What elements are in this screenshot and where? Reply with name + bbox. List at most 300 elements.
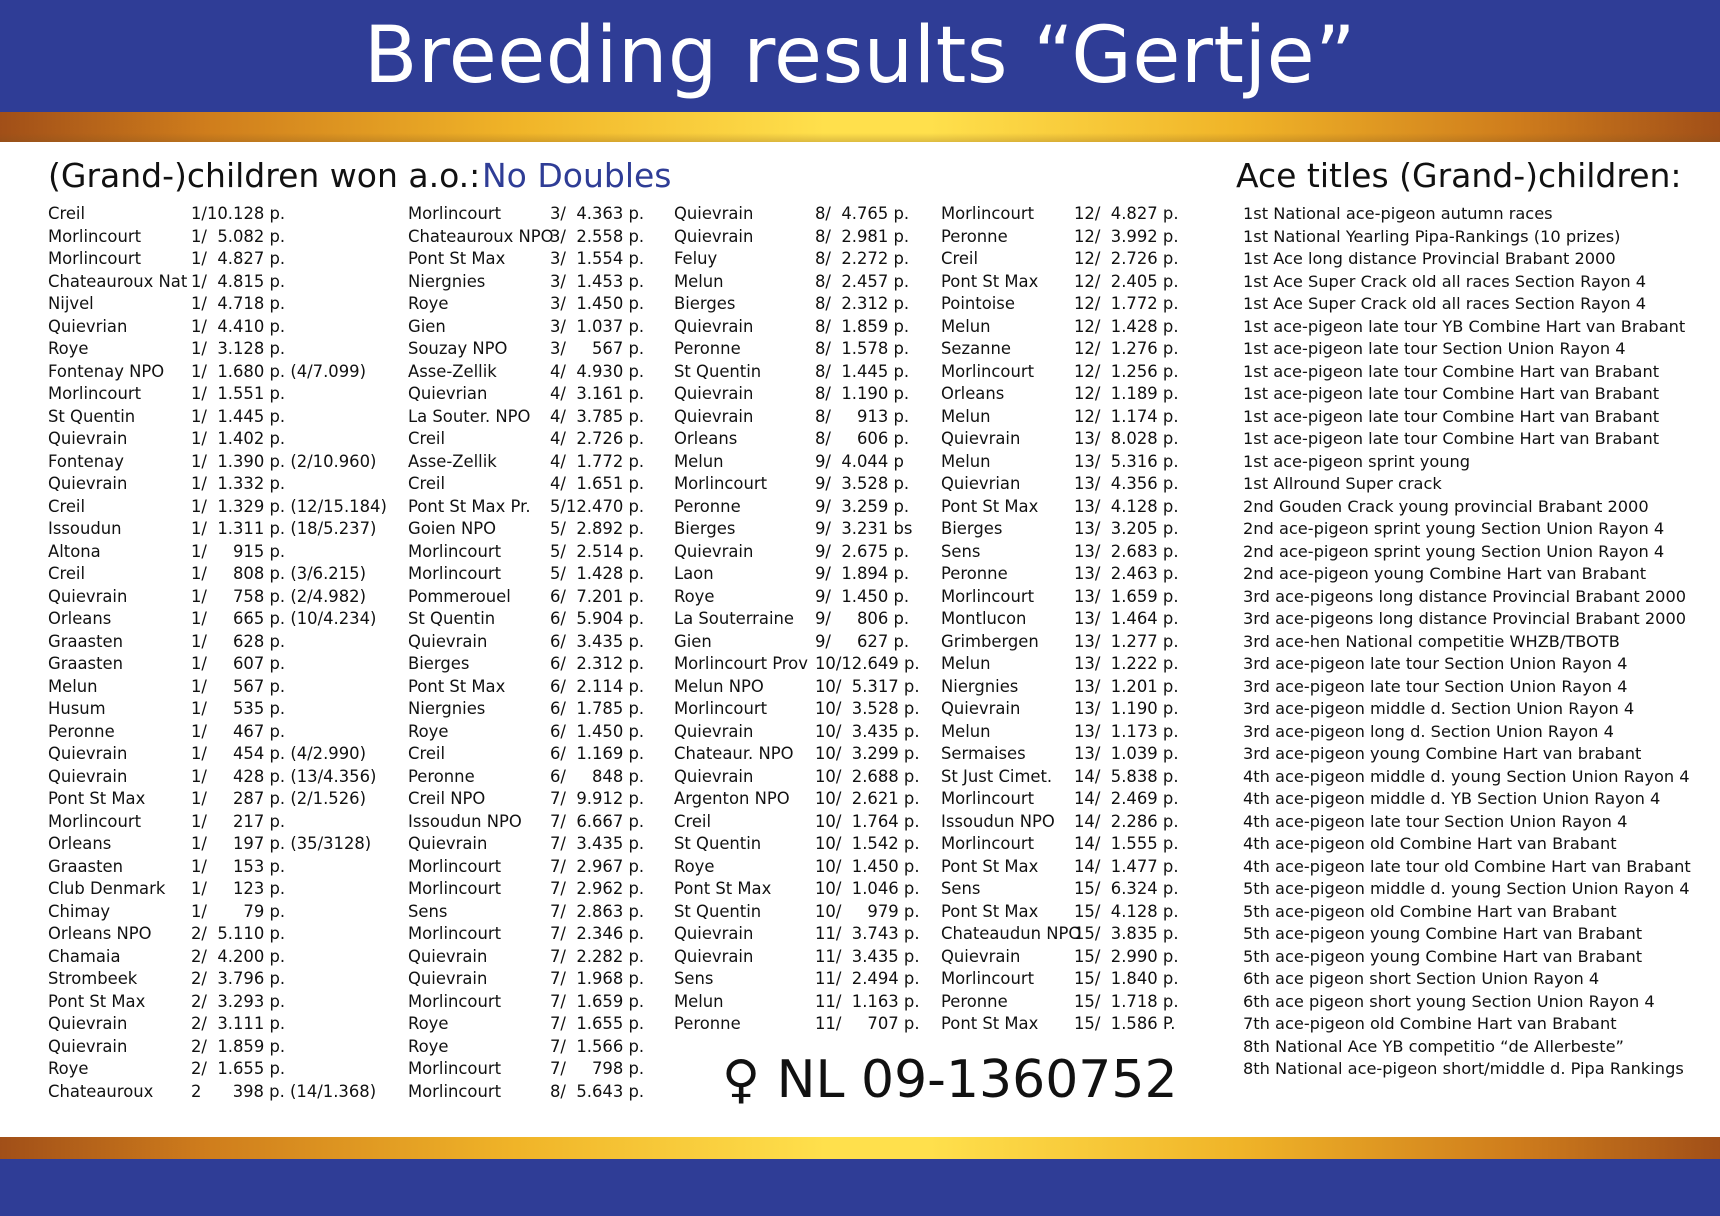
race-location: Strombeek bbox=[48, 969, 138, 988]
race-location: Morlincourt bbox=[48, 249, 141, 268]
race-location: Quievrain bbox=[674, 541, 754, 561]
race-location: Morlincourt bbox=[941, 204, 1034, 223]
race-location: Roye bbox=[408, 1036, 449, 1056]
race-location: Quievrain bbox=[48, 766, 128, 786]
race-result: 1/ 1.402 p. bbox=[191, 429, 286, 448]
race-result: 10/ 1.046 p. bbox=[815, 879, 920, 898]
ace-title-item: 2nd Gouden Crack young provincial Brabant 2000 bbox=[1243, 496, 1649, 516]
race-result: 13/ 5.316 p. bbox=[1074, 451, 1179, 471]
race-location: Peronne bbox=[408, 766, 475, 786]
race-location: Orleans bbox=[48, 609, 112, 628]
race-location: Issoudun NPO bbox=[941, 811, 1055, 831]
footer-banner bbox=[0, 1159, 1720, 1216]
result-row bbox=[408, 721, 670, 744]
ace-title-item: 1st ace-pigeon late tour Section Union Rayon 4 bbox=[1243, 339, 1626, 358]
ace-title-item: 5th ace-pigeon old Combine Hart van Brabant bbox=[1243, 901, 1617, 921]
result-row bbox=[408, 1058, 670, 1081]
race-location: Melun NPO bbox=[674, 676, 764, 696]
results-column-1 bbox=[48, 203, 388, 1103]
race-location: Quievrian bbox=[48, 316, 128, 336]
race-result: 13/ 1.190 p. bbox=[1074, 699, 1179, 718]
result-row bbox=[674, 361, 936, 384]
results-column-4 bbox=[941, 203, 1201, 1036]
ace-title-item: 1st ace-pigeon late tour Combine Hart van Brabant bbox=[1243, 406, 1660, 426]
race-location: Montlucon bbox=[941, 609, 1027, 628]
race-result: 1/ 153 p. bbox=[191, 856, 286, 876]
race-location: Creil bbox=[408, 474, 446, 493]
race-result: 9/ 3.259 p. bbox=[815, 496, 910, 516]
race-location: Quievrain bbox=[674, 406, 754, 426]
title-banner bbox=[0, 0, 1720, 112]
race-location: Quievrain bbox=[48, 586, 128, 606]
race-location: Peronne bbox=[941, 991, 1008, 1011]
race-location: Pointoise bbox=[941, 294, 1015, 313]
result-row bbox=[674, 428, 936, 451]
ace-title-item: 7th ace-pigeon old Combine Hart van Brabant bbox=[1243, 1014, 1617, 1033]
race-result: 10/ 979 p. bbox=[815, 901, 920, 921]
result-row bbox=[408, 451, 670, 474]
ace-title-item: 5th ace-pigeon young Combine Hart van Brabant bbox=[1243, 924, 1643, 943]
race-location: St Quentin bbox=[674, 901, 762, 921]
race-location: Chateauroux bbox=[48, 1081, 154, 1101]
race-location: Husum bbox=[48, 699, 106, 718]
race-result: 3/ 1.453 p. bbox=[550, 271, 645, 291]
race-location: Bierges bbox=[674, 294, 736, 313]
race-location: Sermaises bbox=[941, 744, 1026, 763]
race-result: 9/ 3.231 bs bbox=[815, 519, 913, 538]
race-location: Morlincourt bbox=[408, 204, 501, 223]
race-location: Roye bbox=[674, 586, 715, 606]
result-row bbox=[408, 563, 670, 586]
result-row bbox=[674, 721, 936, 744]
ace-title-item: 8th National ace-pigeon short/middle d. Pipa Rankings bbox=[1243, 1059, 1684, 1078]
race-result: 1/ 1.390 p. (2/10.960) bbox=[191, 451, 377, 471]
race-location: Pont St Max Pr. bbox=[408, 496, 531, 516]
race-result: 9/ 2.675 p. bbox=[815, 541, 910, 561]
race-result: 12/ 4.827 p. bbox=[1074, 204, 1179, 223]
race-result: 1/ 467 p. bbox=[191, 721, 286, 741]
result-row bbox=[408, 991, 670, 1014]
race-result: 13/ 1.277 p. bbox=[1074, 631, 1179, 651]
race-result: 12/ 1.772 p. bbox=[1074, 294, 1179, 313]
result-row bbox=[48, 316, 388, 339]
result-row bbox=[48, 856, 388, 879]
race-result: 10/ 1.450 p. bbox=[815, 856, 920, 876]
gold-stripe-top bbox=[0, 112, 1720, 142]
race-result: 2/ 3.293 p. bbox=[191, 991, 286, 1011]
result-row bbox=[48, 721, 388, 744]
race-location: La Souterraine bbox=[674, 609, 794, 628]
race-result: 7/ 1.659 p. bbox=[550, 991, 645, 1011]
result-row bbox=[674, 631, 936, 654]
race-location: Morlincourt bbox=[408, 879, 501, 898]
race-location: Morlincourt bbox=[941, 361, 1034, 381]
result-row bbox=[941, 271, 1201, 294]
result-row bbox=[941, 428, 1201, 451]
race-location: Quievrain bbox=[674, 766, 754, 786]
result-row bbox=[408, 518, 670, 541]
result-row bbox=[941, 698, 1201, 721]
result-row bbox=[48, 653, 388, 676]
race-location: Quievrain bbox=[48, 1036, 128, 1056]
ace-title-item: 4th ace-pigeon middle d. YB Section Union Rayon 4 bbox=[1243, 789, 1661, 808]
result-row bbox=[674, 856, 936, 879]
result-row bbox=[48, 271, 388, 294]
race-location: Pommerouel bbox=[408, 586, 511, 606]
race-location: St Quentin bbox=[674, 834, 762, 853]
result-row bbox=[941, 473, 1201, 496]
result-row bbox=[408, 968, 670, 991]
result-row bbox=[941, 203, 1201, 226]
ace-title-item: 1st ace-pigeon late tour Combine Hart van Brabant bbox=[1243, 361, 1660, 381]
ace-title-item: 1st National Yearling Pipa-Rankings (10 prizes) bbox=[1243, 226, 1621, 246]
race-result: 3/ 1.450 p. bbox=[550, 294, 645, 313]
race-result: 13/ 1.039 p. bbox=[1074, 744, 1179, 763]
race-result: 1/ 628 p. bbox=[191, 631, 286, 651]
race-location: Orleans bbox=[48, 834, 112, 853]
race-result: 8/ 1.578 p. bbox=[815, 339, 910, 358]
result-row bbox=[48, 676, 388, 699]
result-row bbox=[48, 788, 388, 811]
race-location: Morlincourt bbox=[408, 1059, 501, 1078]
result-row bbox=[48, 1013, 388, 1036]
race-location: Fontenay bbox=[48, 451, 124, 471]
race-location: Melun bbox=[941, 721, 991, 741]
result-row bbox=[941, 1013, 1201, 1036]
ace-title-item: 1st National ace-pigeon autumn races bbox=[1243, 204, 1553, 223]
race-result: 12/ 3.992 p. bbox=[1074, 226, 1179, 246]
race-result: 10/ 3.299 p. bbox=[815, 744, 920, 763]
race-location: Morlincourt bbox=[941, 834, 1034, 853]
race-result: 2 398 p. (14/1.368) bbox=[191, 1081, 377, 1101]
race-location: Gien bbox=[674, 631, 712, 651]
result-row bbox=[941, 496, 1201, 519]
result-row bbox=[941, 743, 1201, 766]
ace-titles-heading: Ace titles (Grand-)children: bbox=[1236, 156, 1682, 195]
no-doubles-label: No Doubles bbox=[482, 156, 672, 195]
race-result: 7/ 1.655 p. bbox=[550, 1014, 645, 1033]
result-row bbox=[941, 586, 1201, 609]
race-result: 8/ 1.190 p. bbox=[815, 384, 910, 403]
result-row bbox=[408, 788, 670, 811]
race-location: Peronne bbox=[674, 496, 741, 516]
race-result: 13/ 1.222 p. bbox=[1074, 654, 1179, 673]
race-result: 2/ 1.655 p. bbox=[191, 1059, 286, 1078]
result-row bbox=[408, 631, 670, 654]
race-location: Niergnies bbox=[408, 699, 486, 718]
race-location: Quievrain bbox=[674, 204, 754, 223]
result-row bbox=[941, 563, 1201, 586]
result-row bbox=[408, 698, 670, 721]
race-result: 2/ 4.200 p. bbox=[191, 946, 286, 966]
race-result: 15/ 2.990 p. bbox=[1074, 946, 1179, 966]
race-result: 15/ 3.835 p. bbox=[1074, 924, 1179, 943]
race-location: Creil bbox=[408, 744, 446, 763]
result-row bbox=[674, 226, 936, 249]
result-row bbox=[674, 698, 936, 721]
result-row bbox=[48, 203, 388, 226]
race-result: 7/ 2.967 p. bbox=[550, 856, 645, 876]
result-row bbox=[941, 811, 1201, 834]
race-location: Morlincourt Prov bbox=[674, 654, 808, 673]
result-row bbox=[48, 991, 388, 1014]
result-row bbox=[941, 541, 1201, 564]
result-row bbox=[674, 743, 936, 766]
race-result: 7/ 6.667 p. bbox=[550, 811, 645, 831]
race-location: Pont St Max bbox=[941, 271, 1039, 291]
result-row bbox=[408, 1081, 670, 1104]
race-location: Peronne bbox=[674, 1014, 741, 1033]
race-location: Sezanne bbox=[941, 339, 1011, 358]
race-result: 7/ 1.566 p. bbox=[550, 1036, 645, 1056]
result-row bbox=[941, 383, 1201, 406]
race-location: Quievrain bbox=[674, 226, 754, 246]
race-result: 1/ 1.680 p. (4/7.099) bbox=[191, 361, 366, 381]
result-row bbox=[408, 653, 670, 676]
result-row bbox=[941, 631, 1201, 654]
race-result: 6/ 1.169 p. bbox=[550, 744, 645, 763]
race-result: 1/ 808 p. (3/6.215) bbox=[191, 564, 366, 583]
ace-titles-list bbox=[1243, 203, 1713, 1081]
race-location: St Just Cimet. bbox=[941, 766, 1053, 786]
race-result: 10/ 2.621 p. bbox=[815, 789, 920, 808]
race-result: 1/ 535 p. bbox=[191, 699, 286, 718]
result-row bbox=[941, 293, 1201, 316]
race-location: Souzay NPO bbox=[408, 339, 508, 358]
result-row bbox=[674, 518, 936, 541]
race-location: Creil bbox=[48, 496, 86, 516]
result-row bbox=[674, 248, 936, 271]
ace-title-item: 1st Ace Super Crack old all races Section Rayon 4 bbox=[1243, 271, 1647, 291]
result-row bbox=[674, 923, 936, 946]
result-row bbox=[408, 226, 670, 249]
race-result: 9/ 3.528 p. bbox=[815, 474, 910, 493]
race-location: St Quentin bbox=[408, 609, 496, 628]
race-location: Peronne bbox=[941, 564, 1008, 583]
page-title: Breeding results “Gertje” bbox=[363, 11, 1357, 101]
result-row bbox=[48, 946, 388, 969]
race-location: Sens bbox=[941, 879, 981, 898]
race-result: 5/ 1.428 p. bbox=[550, 564, 645, 583]
race-location: Roye bbox=[408, 1014, 449, 1033]
race-location: Quievrain bbox=[48, 474, 128, 493]
race-location: Sens bbox=[674, 969, 714, 988]
race-result: 4/ 3.161 p. bbox=[550, 384, 645, 403]
ace-title-item: 6th ace pigeon short Section Union Rayon 4 bbox=[1243, 969, 1600, 988]
result-row bbox=[408, 901, 670, 924]
race-result: 12/ 1.189 p. bbox=[1074, 384, 1179, 403]
result-row bbox=[674, 766, 936, 789]
ace-title-item: 2nd ace-pigeon young Combine Hart van Brabant bbox=[1243, 564, 1647, 583]
result-row bbox=[408, 473, 670, 496]
race-result: 1/ 3.128 p. bbox=[191, 339, 286, 358]
race-result: 13/ 1.173 p. bbox=[1074, 721, 1179, 741]
ace-title-item: 1st ace-pigeon late tour Combine Hart van Brabant bbox=[1243, 384, 1660, 403]
race-result: 12/ 2.405 p. bbox=[1074, 271, 1179, 291]
race-location: Morlincourt bbox=[941, 789, 1034, 808]
result-row bbox=[941, 968, 1201, 991]
race-result: 1/ 915 p. bbox=[191, 541, 286, 561]
race-result: 13/ 2.463 p. bbox=[1074, 564, 1179, 583]
result-row bbox=[48, 968, 388, 991]
ace-title-item: 5th ace-pigeon middle d. young Section Union Rayon 4 bbox=[1243, 879, 1690, 898]
race-location: Morlincourt bbox=[48, 811, 141, 831]
race-location: Issoudun NPO bbox=[408, 811, 522, 831]
result-row bbox=[674, 676, 936, 699]
race-result: 5/ 2.514 p. bbox=[550, 541, 645, 561]
race-result: 14/ 2.469 p. bbox=[1074, 789, 1179, 808]
race-location: Pont St Max bbox=[48, 789, 146, 808]
result-row bbox=[408, 316, 670, 339]
race-location: Feluy bbox=[674, 249, 718, 268]
race-result: 9/ 627 p. bbox=[815, 631, 910, 651]
race-result: 5/12.470 p. bbox=[550, 496, 645, 516]
result-row bbox=[674, 406, 936, 429]
result-row bbox=[48, 383, 388, 406]
race-location: Roye bbox=[674, 856, 715, 876]
race-result: 3/ 2.558 p. bbox=[550, 226, 645, 246]
race-result: 3/ 567 p. bbox=[550, 339, 645, 358]
result-row bbox=[674, 608, 936, 631]
result-row bbox=[408, 743, 670, 766]
race-result: 9/ 1.894 p. bbox=[815, 564, 910, 583]
result-row bbox=[674, 451, 936, 474]
ace-title-item: 3rd ace-pigeon late tour Section Union Rayon 4 bbox=[1243, 654, 1628, 673]
race-location: Quievrain bbox=[408, 969, 488, 988]
result-row bbox=[941, 316, 1201, 339]
result-row bbox=[48, 293, 388, 316]
race-result: 3/ 1.554 p. bbox=[550, 249, 645, 268]
race-result: 8/ 5.643 p. bbox=[550, 1081, 645, 1101]
race-location: Asse-Zellik bbox=[408, 451, 497, 471]
race-location: Sens bbox=[408, 901, 448, 921]
result-row bbox=[941, 653, 1201, 676]
race-result: 2/ 5.110 p. bbox=[191, 924, 286, 943]
race-result: 6/ 1.785 p. bbox=[550, 699, 645, 718]
race-result: 13/ 1.659 p. bbox=[1074, 586, 1179, 606]
result-row bbox=[674, 316, 936, 339]
race-location: Creil bbox=[48, 204, 86, 223]
race-location: Morlincourt bbox=[48, 226, 141, 246]
ace-title-item: 3rd ace-pigeon middle d. Section Union Rayon 4 bbox=[1243, 699, 1635, 718]
result-row bbox=[48, 473, 388, 496]
race-location: Chateaudun NPO bbox=[941, 924, 1082, 943]
result-row bbox=[674, 338, 936, 361]
race-result: 8/ 1.859 p. bbox=[815, 316, 910, 336]
race-result: 1/ 197 p. (35/3128) bbox=[191, 834, 372, 853]
race-location: Quievrain bbox=[408, 631, 488, 651]
race-location: Morlincourt bbox=[674, 474, 767, 493]
race-location: Pont St Max bbox=[408, 249, 506, 268]
race-location: Chateauroux Nat bbox=[48, 271, 188, 291]
race-result: 8/ 2.457 p. bbox=[815, 271, 910, 291]
race-result: 7/ 1.968 p. bbox=[550, 969, 645, 988]
result-row bbox=[674, 1013, 936, 1036]
race-location: Quievrain bbox=[941, 429, 1021, 448]
race-location: Chateaur. NPO bbox=[674, 744, 794, 763]
race-location: Sens bbox=[941, 541, 981, 561]
result-row bbox=[941, 788, 1201, 811]
race-location: Graasten bbox=[48, 856, 123, 876]
race-location: Morlincourt bbox=[408, 924, 501, 943]
race-result: 4/ 1.651 p. bbox=[550, 474, 645, 493]
race-result: 1/ 4.718 p. bbox=[191, 294, 286, 313]
result-row bbox=[48, 833, 388, 856]
race-location: Orleans NPO bbox=[48, 924, 152, 943]
race-location: Melun bbox=[941, 451, 991, 471]
ace-title-item: 3rd ace-pigeon young Combine Hart van brabant bbox=[1243, 744, 1642, 763]
race-result: 10/ 1.542 p. bbox=[815, 834, 920, 853]
race-location: Orleans bbox=[674, 429, 738, 448]
result-row bbox=[941, 901, 1201, 924]
result-row bbox=[48, 338, 388, 361]
race-result: 7/ 798 p. bbox=[550, 1059, 645, 1078]
race-result: 13/ 4.128 p. bbox=[1074, 496, 1179, 516]
race-location: Creil NPO bbox=[408, 789, 486, 808]
race-result: 1/ 1.329 p. (12/15.184) bbox=[191, 496, 387, 516]
race-result: 14/ 1.477 p. bbox=[1074, 856, 1179, 876]
race-result: 6/ 1.450 p. bbox=[550, 721, 645, 741]
result-row bbox=[674, 496, 936, 519]
race-result: 4/ 1.772 p. bbox=[550, 451, 645, 471]
result-row bbox=[408, 541, 670, 564]
result-row bbox=[48, 518, 388, 541]
race-result: 10/ 2.688 p. bbox=[815, 766, 920, 786]
race-result: 1/ 123 p. bbox=[191, 879, 286, 898]
race-result: 12/ 1.174 p. bbox=[1074, 406, 1179, 426]
result-row bbox=[48, 631, 388, 654]
race-location: Niergnies bbox=[941, 676, 1019, 696]
race-result: 2/ 3.796 p. bbox=[191, 969, 286, 988]
race-location: Issoudun bbox=[48, 519, 122, 538]
result-row bbox=[674, 293, 936, 316]
race-result: 1/10.128 p. bbox=[191, 204, 286, 223]
result-row bbox=[941, 338, 1201, 361]
ace-title-item: 1st Allround Super crack bbox=[1243, 474, 1442, 493]
race-result: 1/ 4.815 p. bbox=[191, 271, 286, 291]
race-result: 6/ 5.904 p. bbox=[550, 609, 645, 628]
race-result: 12/ 1.256 p. bbox=[1074, 361, 1179, 381]
ace-title-item: 5th ace-pigeon young Combine Hart van Brabant bbox=[1243, 946, 1643, 966]
result-row bbox=[941, 946, 1201, 969]
race-location: Quievrain bbox=[674, 721, 754, 741]
race-result: 12/ 1.276 p. bbox=[1074, 339, 1179, 358]
race-location: Niergnies bbox=[408, 271, 486, 291]
result-row bbox=[941, 248, 1201, 271]
race-location: Creil bbox=[408, 429, 446, 448]
result-row bbox=[48, 226, 388, 249]
race-location: Roye bbox=[408, 294, 449, 313]
race-location: Quievrain bbox=[48, 744, 128, 763]
race-result: 7/ 2.863 p. bbox=[550, 901, 645, 921]
result-row bbox=[408, 293, 670, 316]
result-row bbox=[941, 856, 1201, 879]
result-row bbox=[408, 496, 670, 519]
race-result: 15/ 1.718 p. bbox=[1074, 991, 1179, 1011]
result-row bbox=[48, 766, 388, 789]
race-result: 14/ 1.555 p. bbox=[1074, 834, 1179, 853]
race-location: Goien NPO bbox=[408, 519, 497, 538]
race-location: Laon bbox=[674, 564, 714, 583]
result-row bbox=[941, 721, 1201, 744]
gold-stripe-bottom bbox=[0, 1137, 1720, 1159]
race-result: 1/ 567 p. bbox=[191, 676, 286, 696]
race-result: 8/ 913 p. bbox=[815, 406, 910, 426]
race-result: 7/ 2.962 p. bbox=[550, 879, 645, 898]
race-location: Creil bbox=[941, 249, 979, 268]
race-location: Quievrian bbox=[941, 474, 1021, 493]
result-row bbox=[674, 968, 936, 991]
